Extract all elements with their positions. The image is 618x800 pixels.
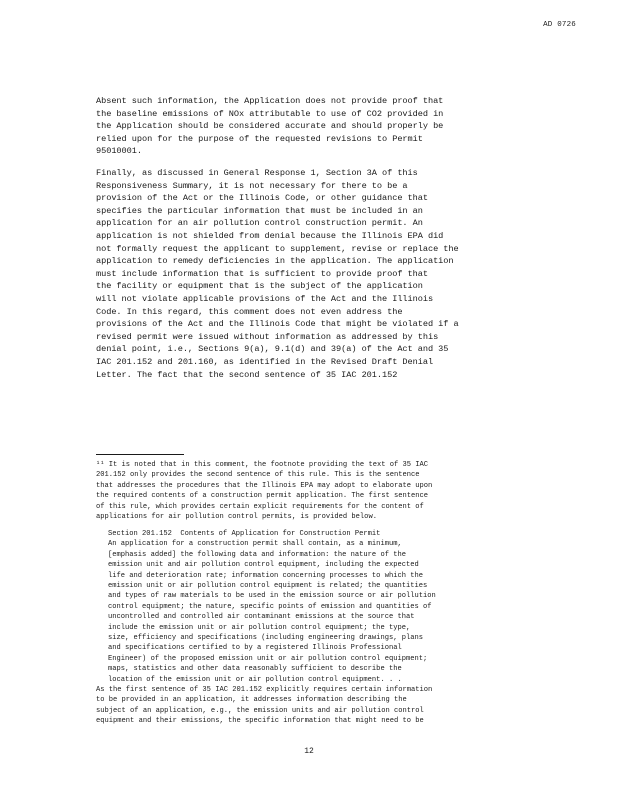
document-id: AD 0726 <box>543 21 576 29</box>
page-number: 12 <box>304 747 314 756</box>
body-paragraph-1: Absent such information, the Application does not provide proof that the baseline emissions of NOx attributable to use of CO2 provided in the Application should be considered accurate and should properly be relied upon for the purpose of the requested revisions to Permit 95010001. <box>96 96 444 157</box>
footnote-text: ¹¹ It is noted that in this comment, the footnote providing the text of 35 IAC 201.152 only provides the second sentence of this rule. This is the sentence that addresses the procedures that the Illinois EPA may adopt to elaborate upon the required contents of a construction permit application. The first sentence of this rule, which provides certain explicit requirements for the content of applications for air pollution control permits, is provided below. <box>96 461 433 522</box>
footnote-separator <box>96 454 184 455</box>
footnote-conclusion: As the first sentence of 35 IAC 201.152 explicitly requires certain information to be provided in an application, it addresses information describing the subject of an application, e.g., the emission units and air pollution control equipment and their emissions, the specific information that might need to be <box>96 686 433 726</box>
footnote-quote: Section 201.152 Contents of Application for Construction Permit An application for a construction permit shall contain, as a minimum, [emphasis added] the following data and information: the nature of the emission unit and air pollution control equipment, including the expected life and deterioration rate; information concerning processes to which the emission unit or air pollution control equipment is related; the quantities and types of raw materials to be used in the emission source or air pollution control equipment; the nature, specific points of emission and quantities of uncontrolled and controlled air contaminant emissions at the source that include the emission unit or air pollution control equipment; the type, size, efficiency and specifications (including engineering drawings, plans and specifications certified to by a registered Illinois Professional Engineer) of the proposed emission unit or air pollution control equipment; maps, statistics and other data reasonably sufficient to describe the location of the emission unit or air pollution control equipment. . . <box>108 530 436 684</box>
body-paragraph-2: Finally, as discussed in General Response 1, Section 3A of this Responsiveness Summary, it is not necessary for there to be a provision of the Act or the Illinois Code, or other guidance that specifies the particular information that must be included in an application for an air pollution control construction permit. An application is not shielded from denial because the Illinois EPA did not formally request the applicant to supplement, revise or replace the application to remedy deficiencies in the application. The application must include information that is sufficient to provide proof that the facility or equipment that is the subject of the application will not violate applicable provisions of the Act and the Illinois Code. In this regard, this comment does not even address the provisions of the Act and the Illinois Code that might be violated if a revised permit were issued without information as addressed by this denial point, i.e., Sections 9(a), 9.1(d) and 39(a) of the Act and 35 IAC 201.152 and 201.160, as identified in the Revised Draft Denial Letter. The fact that the second sentence of 35 IAC 201.152 <box>96 168 459 380</box>
